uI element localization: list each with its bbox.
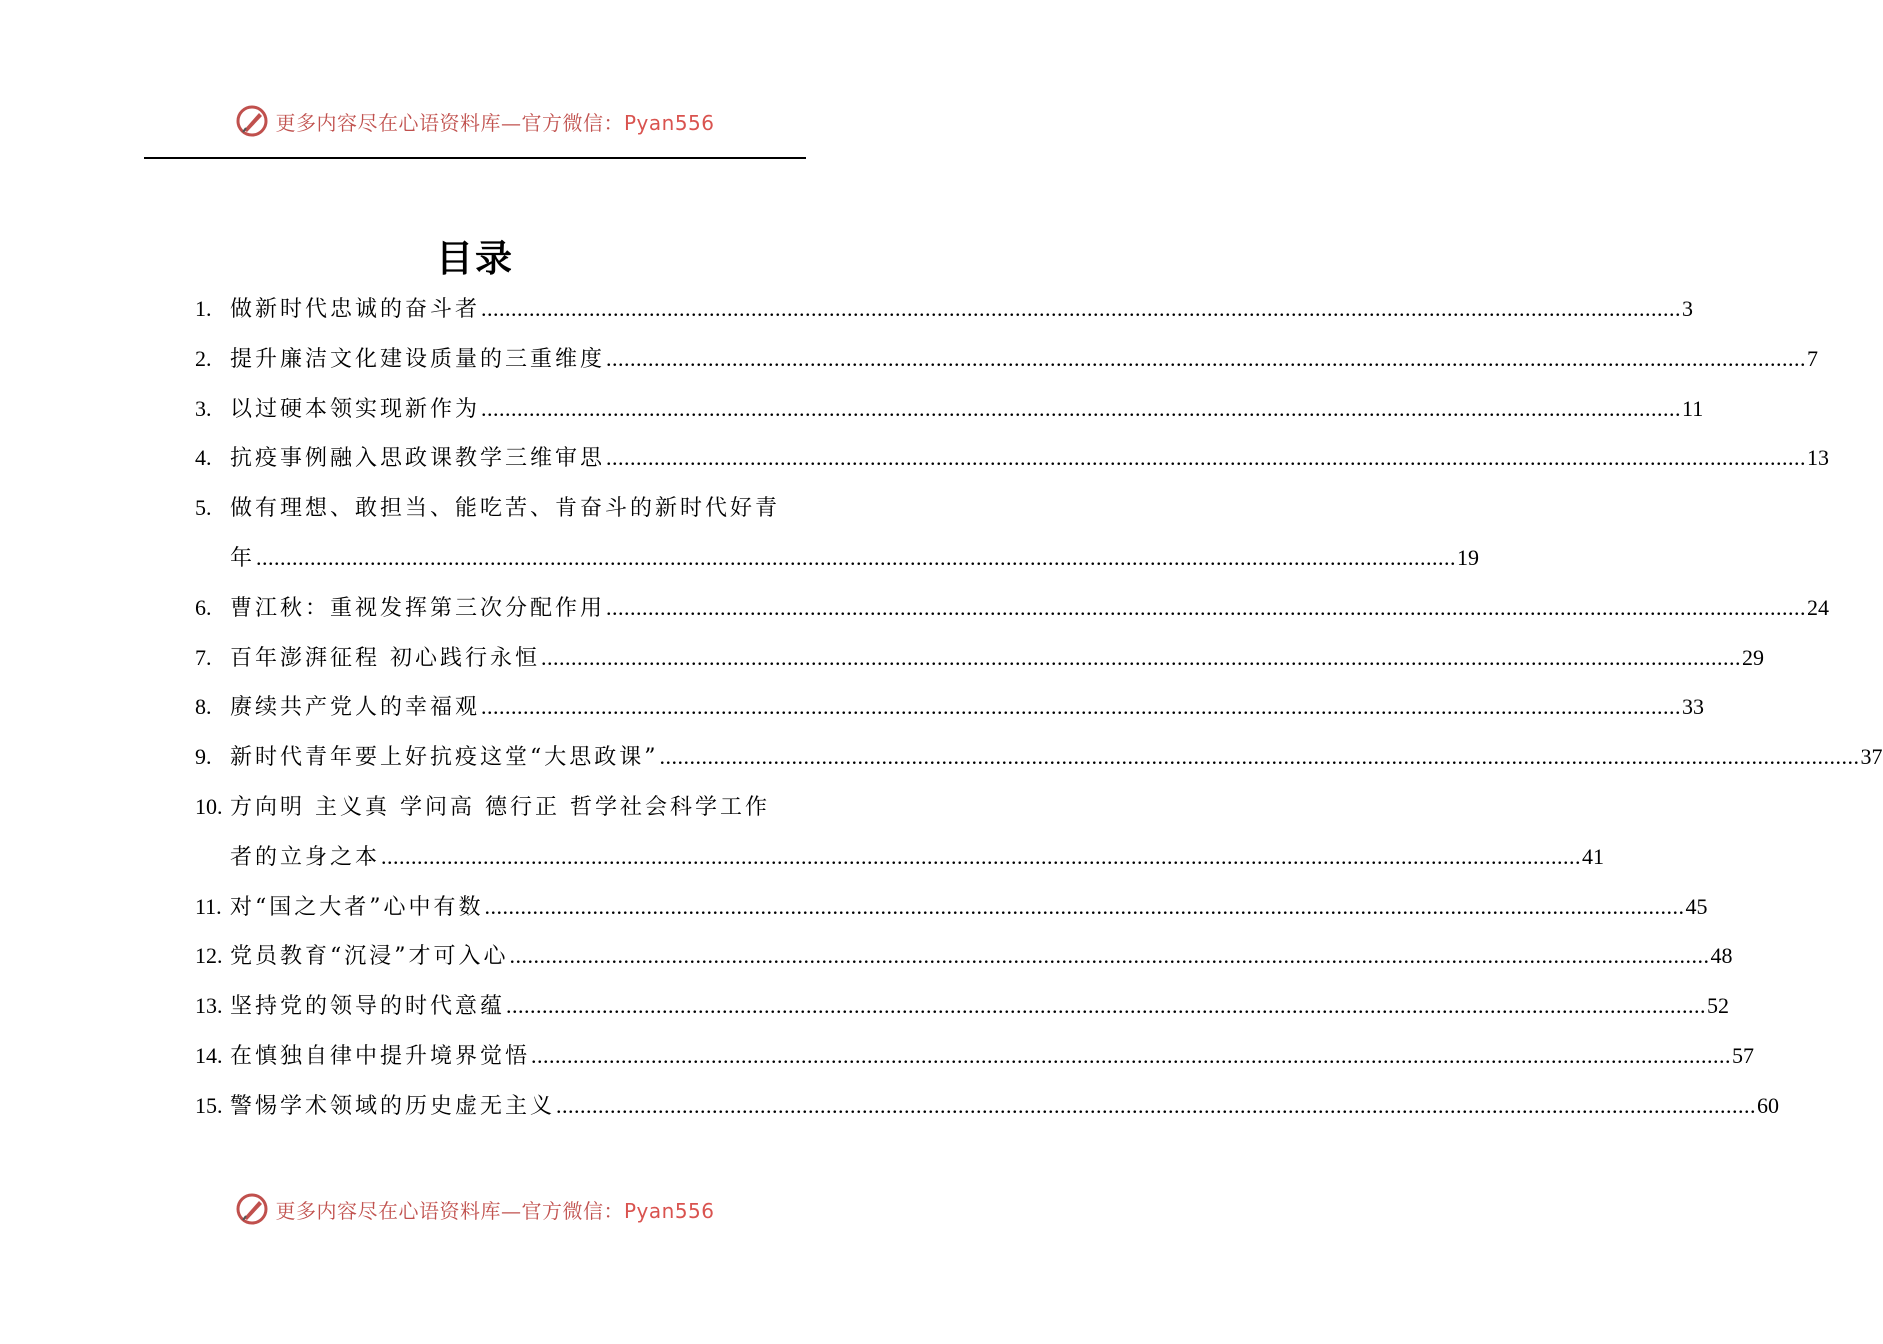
toc-title: 赓续共产党人的幸福观 [230, 695, 481, 721]
toc-entry[interactable] [195, 633, 1764, 683]
toc-entry[interactable] [195, 384, 1704, 434]
toc-number: 13. [195, 993, 223, 1019]
toc-line [195, 384, 1704, 434]
toc-line [195, 732, 1883, 782]
toc-page-number: 41 [1582, 843, 1605, 869]
toc-entry[interactable] [195, 433, 1830, 483]
toc-line [195, 682, 1705, 732]
banner-wechat-label: 官方微信： [521, 110, 624, 135]
toc-title: 者的立身之本 [230, 844, 381, 870]
toc-leader-dots: ........................................................................................................................................................................................................ [481, 395, 1682, 421]
toc-line [195, 433, 1830, 483]
toc-entry[interactable] [195, 782, 1605, 882]
toc-number: 8. [195, 694, 212, 720]
header-rule [144, 157, 806, 159]
toc-page-number: 52 [1707, 993, 1730, 1019]
toc-line [195, 533, 1480, 583]
toc-page-number: 48 [1710, 943, 1733, 969]
toc-number: 7. [195, 644, 212, 670]
banner-dash: — [500, 110, 522, 135]
toc-title: 对“国之大者”心中有数 [230, 894, 484, 920]
page-title: 目录 [436, 236, 514, 280]
toc-line [195, 583, 1830, 633]
toc-page-number: 60 [1757, 1092, 1780, 1118]
toc-leader-dots: ........................................................................................................................................................................................................ [481, 694, 1682, 720]
quill-logo-icon [235, 1192, 269, 1226]
toc-entry[interactable] [195, 284, 1694, 334]
toc-leader-dots: ........................................................................................................................................................................................................ [256, 544, 1457, 570]
toc-line [195, 334, 1819, 384]
toc-entry[interactable] [195, 583, 1830, 633]
banner-text [275, 107, 714, 136]
toc-leader-dots: ........................................................................................................................................................................................................ [541, 644, 1741, 670]
toc-leader-dots: ........................................................................................................................................................................................................ [659, 744, 1860, 770]
toc-page-number: 19 [1457, 544, 1480, 570]
footer-banner [0, 1192, 950, 1226]
toc-number: 14. [195, 1042, 223, 1068]
toc-number: 9. [195, 744, 212, 770]
banner-main: 更多内容尽在心语资料库 [275, 110, 501, 135]
toc-page-number: 57 [1732, 1042, 1755, 1068]
banner-wechat-id: Pyan556 [623, 110, 715, 135]
toc-page-number: 7 [1807, 345, 1819, 371]
toc-title: 警惕学术领域的历史虚无主义 [230, 1093, 556, 1119]
toc-line [195, 882, 1708, 932]
toc-line [195, 1081, 1780, 1131]
toc-line [195, 1031, 1755, 1081]
toc-page-number: 37 [1860, 744, 1883, 770]
toc-page-number: 24 [1807, 594, 1830, 620]
toc-entry[interactable] [195, 931, 1733, 981]
banner-wechat-label: 官方微信： [521, 1198, 624, 1223]
toc-title: 提升廉洁文化建设质量的三重维度 [230, 346, 606, 372]
toc-title: 在慎独自律中提升境界觉悟 [230, 1043, 531, 1069]
toc-entry[interactable] [195, 1031, 1755, 1081]
banner-main: 更多内容尽在心语资料库 [275, 1198, 501, 1223]
toc-leader-dots: ........................................................................................................................................................................................................ [509, 943, 1710, 969]
toc-number: 15. [195, 1092, 223, 1118]
toc-leader-dots: ........................................................................................................................................................................................................ [606, 345, 1807, 371]
toc-leader-dots: ........................................................................................................................................................................................................ [556, 1092, 1757, 1118]
toc-number: 10. [195, 793, 223, 819]
toc-number: 6. [195, 594, 212, 620]
toc-leader-dots: ........................................................................................................................................................................................................ [481, 296, 1682, 321]
toc-leader-dots: ........................................................................................................................................................................................................ [381, 843, 1582, 869]
toc-entry[interactable] [195, 682, 1705, 732]
toc-entry[interactable] [195, 882, 1708, 932]
toc-entry[interactable] [195, 981, 1730, 1031]
toc-line [195, 931, 1733, 981]
toc-number: 2. [195, 345, 212, 371]
toc-entry[interactable] [195, 334, 1819, 384]
toc-page-number: 3 [1682, 296, 1694, 321]
table-of-contents [195, 284, 1883, 1131]
toc-page-number: 13 [1807, 445, 1830, 471]
toc-entry[interactable] [195, 732, 1883, 782]
toc-title: 坚持党的领导的时代意蕴 [230, 994, 506, 1020]
toc-entry[interactable] [195, 1081, 1780, 1131]
toc-line [195, 633, 1764, 683]
quill-logo-icon [235, 104, 269, 138]
toc-line [195, 483, 806, 533]
toc-leader-dots: ........................................................................................................................................................................................................ [506, 993, 1707, 1019]
toc-title: 新时代青年要上好抗疫这堂“大思政课” [230, 745, 659, 771]
toc-leader-dots: ........................................................................................................................................................................................................ [531, 1042, 1732, 1068]
banner-dash: — [500, 1198, 522, 1223]
toc-title: 百年澎湃征程 初心践行永恒 [230, 645, 540, 671]
toc-leader-dots: ........................................................................................................................................................................................................ [606, 594, 1807, 620]
banner-text [275, 1195, 714, 1224]
toc-title: 做有理想、敢担当、能吃苦、肯奋斗的新时代好青 [230, 496, 781, 522]
toc-leader-dots: ........................................................................................................................................................................................................ [484, 893, 1685, 919]
toc-number: 5. [195, 495, 212, 521]
toc-number: 1. [195, 296, 212, 321]
banner-wechat-id: Pyan556 [623, 1198, 715, 1223]
toc-title: 党员教育“沉浸”才可入心 [230, 944, 509, 970]
header-banner [0, 104, 950, 138]
toc-page-number: 33 [1682, 694, 1705, 720]
toc-number: 12. [195, 943, 223, 969]
toc-title: 方向明 主义真 学问高 德行正 哲学社会科学工作 [230, 794, 770, 820]
toc-number: 4. [195, 445, 212, 471]
toc-title: 曹江秋：重视发挥第三次分配作用 [230, 595, 606, 621]
toc-page-number: 11 [1682, 395, 1704, 421]
toc-number: 11. [195, 893, 222, 919]
toc-line [195, 981, 1730, 1031]
toc-number: 3. [195, 395, 212, 421]
toc-title: 以过硬本领实现新作为 [230, 396, 481, 422]
toc-page-number: 45 [1685, 893, 1708, 919]
toc-title: 做新时代忠诚的奋斗者 [230, 297, 481, 322]
toc-leader-dots: ........................................................................................................................................................................................................ [606, 445, 1807, 471]
toc-title: 抗疫事例融入思政课教学三维审思 [230, 446, 606, 472]
toc-line [195, 782, 806, 832]
toc-line [195, 284, 1694, 334]
toc-entry[interactable] [195, 483, 1480, 583]
toc-page-number: 29 [1742, 644, 1764, 670]
toc-line [195, 832, 1605, 882]
toc-title: 年 [230, 545, 256, 571]
